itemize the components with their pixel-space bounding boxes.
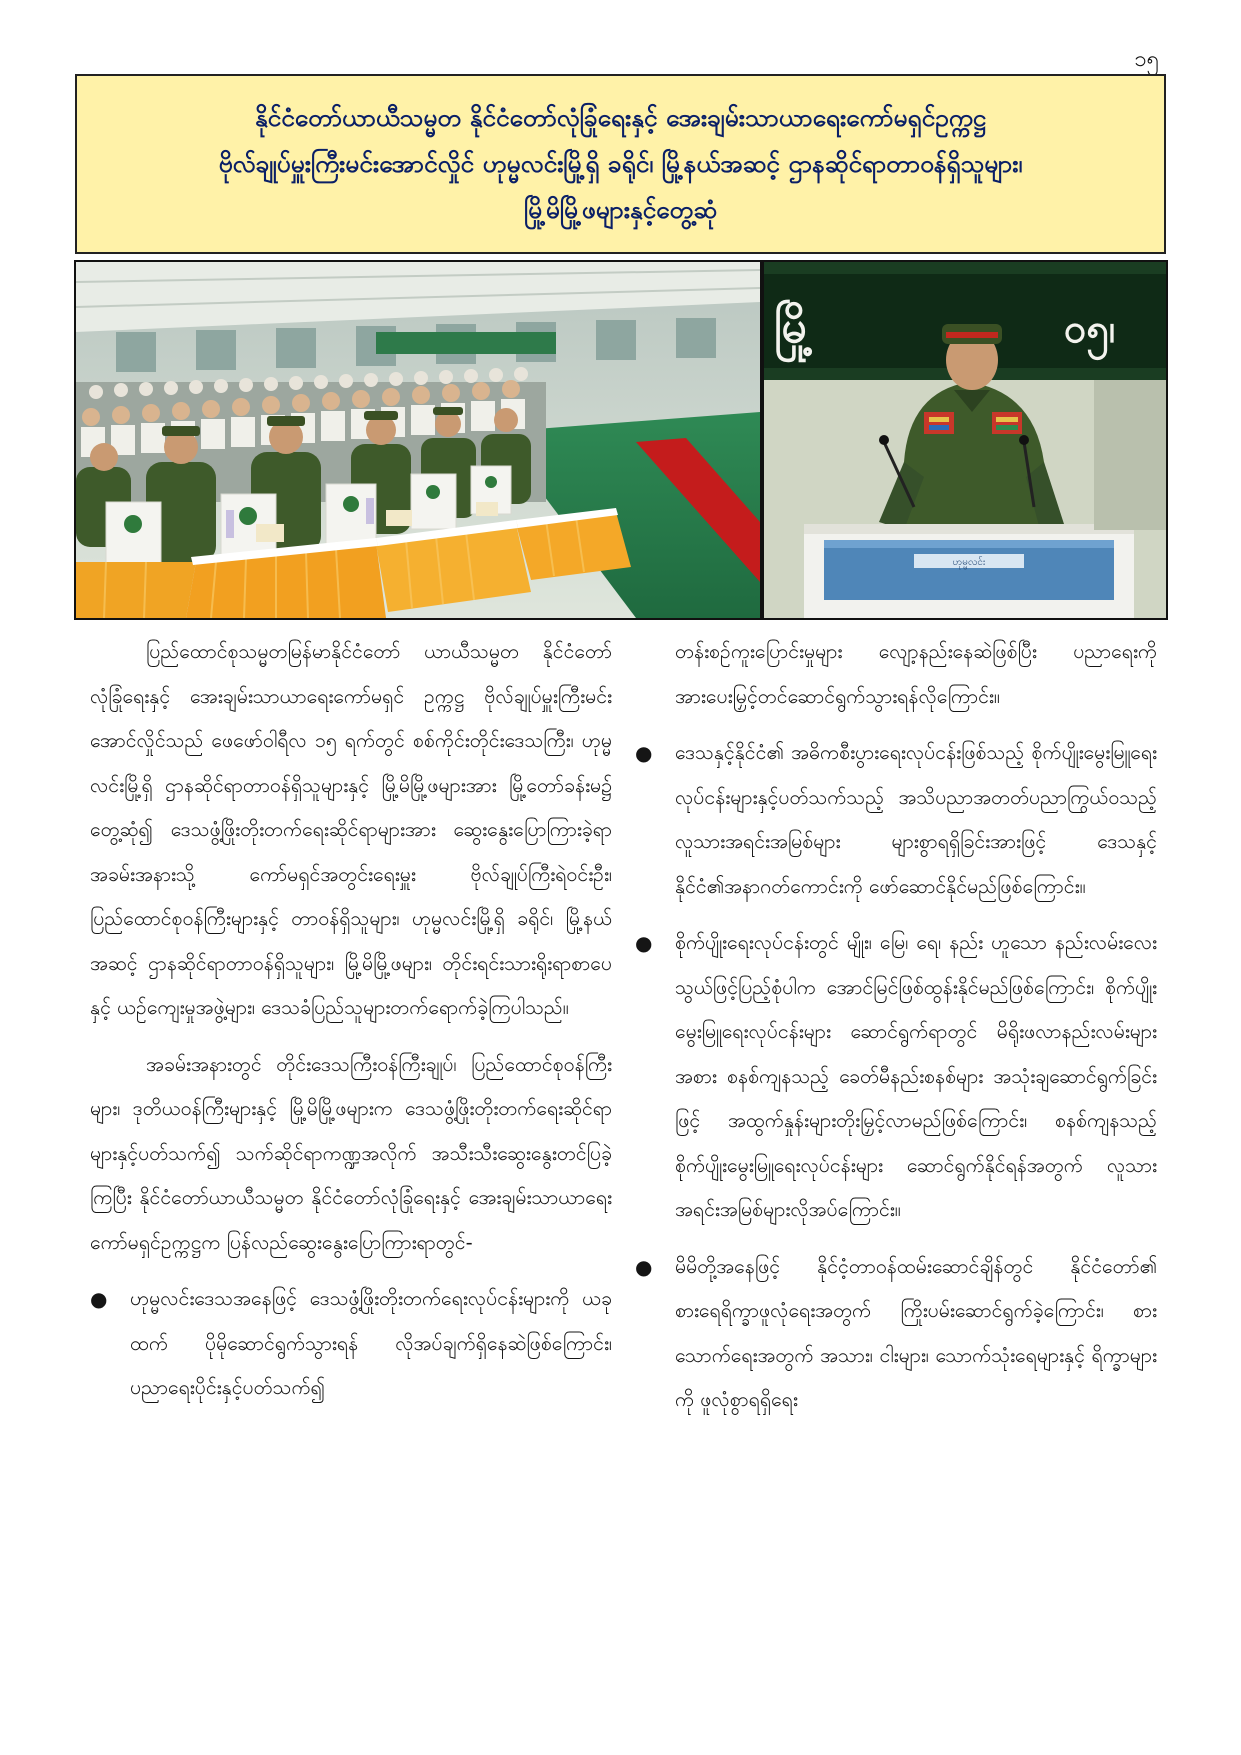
bullet-continuation: တန်းစဉ်ကူးပြောင်းမှုများ လျော့နည်းနေဆဲဖြစ်ပြီး ပညာရေးကို အားပေးမြှင့်တင်ဆောင်ရွက်သွားရန်လိုကြောင်း။ <box>675 640 1157 708</box>
speaker-banner-text-right: ၀၅၊ <box>1064 307 1116 351</box>
bullet-text: မိမိတို့အနေဖြင့် နိုင်ငံ့တာဝန်ထမ်းဆောင်ချိန်တွင် နိုင်ငံတော်၏ စားရေရိက္ခာဖူလုံရေးအတွက် ကြိုးပမ်းဆောင်ရွက်ခဲ့ကြောင်း၊ စားသောက်ရေးအတွက် အသား၊ ငါးများ၊ သောက်သုံးရေများနှင့် ရိက္ခာများကို ဖူလုံစွာရရှိရေး <box>675 1254 1157 1411</box>
bullet-text: ဟုမ္မလင်းဒေသအနေဖြင့် ဒေသဖွံ့ဖြိုးတိုးတက်ရေးလုပ်ငန်းများကို ယခုထက် ပိုမိုဆောင်ရွက်သွားရန် လိုအပ်ချက်ရှိနေဆဲဖြစ်ကြောင်း၊ ပညာရေးပိုင်းနှင့်ပတ်သက်၍ <box>130 1287 612 1399</box>
headline-line-1: နိုင်ငံတော်ယာယီသမ္မတ နိုင်ငံတော်လုံခြုံရေးနှင့် အေးချမ်းသာယာရေးကော်မရှင်ဥက္ကဋ္ဌ <box>254 103 987 132</box>
audience-photo <box>76 262 760 618</box>
bullet-item <box>635 731 1157 909</box>
audience-photo-illustration <box>76 262 760 618</box>
article-paragraph: အခမ်းအနားတွင် တိုင်းဒေသကြီးဝန်ကြီးချုပ်၊ ပြည်ထောင်စုဝန်ကြီးများ၊ ဒုတိယဝန်ကြီးများနှင့် မြို့မိမြို့ဖများက ဒေသဖွံ့ဖြိုးတိုးတက်ရေးဆိုင်ရာများနှင့်ပတ်သက်၍ သက်ဆိုင်ရာကဏ္ဍအလိုက် အသီးသီးဆွေးနွေးတင်ပြခဲ့ကြပြီး နိုင်ငံတော်ယာယီသမ္မတ နိုင်ငံတော်လုံခြုံရေးနှင့် အေးချမ်းသာယာရေးကော်မရှင်ဥက္ကဋ္ဌက ပြန်လည်ဆွေးနွေးပြောကြားရာတွင်- <box>90 1052 612 1254</box>
bullet-item <box>635 1245 1157 1423</box>
article-column-right <box>635 630 1157 1435</box>
article-column-left <box>90 630 612 1423</box>
photo-strip <box>74 260 1168 620</box>
article-paragraph: ပြည်ထောင်စုသမ္မတမြန်မာနိုင်ငံတော် ယာယီသမ္မတ နိုင်ငံတော်လုံခြုံရေးနှင့် အေးချမ်းသာယာရေးကော်မရှင် ဥက္ကဋ္ဌ ဗိုလ်ချုပ်မှူးကြီးမင်းအောင်လှိုင်သည် ဖေဖော်ဝါရီလ ၁၅ ရက်တွင် စစ်ကိုင်းတိုင်းဒေသကြီး၊ ဟုမ္မလင်းမြို့ရှိ ဌာနဆိုင်ရာတာဝန်ရှိသူများနှင့် မြို့မိမြို့ဖများအား မြို့တော်ခန်းမ၌ တွေ့ဆုံ၍ ဒေသဖွံ့ဖြိုးတိုးတက်ရေးဆိုင်ရာများအား ဆွေးနွေးပြောကြားခဲ့ရာ အခမ်းအနားသို့ ကော်မရှင်အတွင်းရေးမှူး ဗိုလ်ချုပ်ကြီးရဲဝင်းဦး၊ ပြည်ထောင်စုဝန်ကြီးများနှင့် တာဝန်ရှိသူများ၊ ဟုမ္မလင်းမြို့ရှိ ခရိုင်၊ မြို့နယ်အဆင့် ဌာနဆိုင်ရာတာဝန်ရှိသူများ၊ မြို့မိမြို့ဖများ၊ တိုင်းရင်းသားရိုးရာစာပေနှင့် ယဉ်ကျေးမှုအဖွဲ့များ၊ ဒေသခံပြည်သူများတက်ရောက်ခဲ့ကြပါသည်။ <box>90 640 612 1019</box>
headline-line-2: ဗိုလ်ချုပ်မှူးကြီးမင်းအောင်လှိုင် ဟုမ္မလင်းမြို့ရှိ ခရိုင်၊ မြို့နယ်အဆင့် ဌာနဆိုင်ရာတာဝန်ရှိသူများ၊ <box>218 149 1023 178</box>
bullet-icon: ● <box>90 1287 108 1311</box>
headline-line-3: မြို့မိမြို့ဖများနှင့်တွေ့ဆုံ <box>523 195 718 224</box>
speaker-photo <box>764 262 1166 618</box>
bullet-text: ဒေသနှင့်နိုင်ငံ၏ အဓိကစီးပွားရေးလုပ်ငန်းဖြစ်သည့် စိုက်ပျိုးမွေးမြူရေးလုပ်ငန်းများနှင့်ပတ်သက်သည့် အသိပညာအတတ်ပညာကြွယ်ဝသည့် လူသားအရင်းအမြစ်များ များစွာရရှိခြင်းအားဖြင့် ဒေသနှင့် နိုင်ငံ၏အနာဂတ်ကောင်းကို ဖော်ဆောင်နိုင်မည်ဖြစ်ကြောင်း။ <box>675 741 1157 898</box>
desk-sign: ဟုမ္မလင်း <box>952 557 986 568</box>
bullet-icon: ● <box>635 741 653 765</box>
bullet-text: စိုက်ပျိုးရေးလုပ်ငန်းတွင် မျိုး၊ မြေ၊ ရေ၊ နည်း ဟူသော နည်းလမ်းလေးသွယ်ဖြင့်ပြည့်စုံပါက အောင်မြင်ဖြစ်ထွန်းနိုင်မည်ဖြစ်ကြောင်း၊ စိုက်ပျိုးမွေးမြူရေးလုပ်ငန်းများ ဆောင်ရွက်ရာတွင် မိရိုးဖလာနည်းလမ်းများအစား စနစ်ကျနသည့် ခေတ်မီနည်းစနစ်များ အသုံးချဆောင်ရွက်ခြင်းဖြင့် အထွက်နှုန်းများတိုးမြှင့်လာမည်ဖြစ်ကြောင်း၊ စနစ်ကျနသည့် စိုက်ပျိုးမွေးမြူရေးလုပ်ငန်းများ ဆောင်ရွက်နိုင်ရန်အတွက် လူသားအရင်းအမြစ်များလိုအပ်ကြောင်း။ <box>675 931 1157 1221</box>
bullet-icon: ● <box>635 931 653 955</box>
bullet-item <box>635 921 1157 1233</box>
speaker-photo-illustration <box>764 262 1166 618</box>
page-number: ၁၅ <box>1134 47 1159 72</box>
speaker-banner-text-left: မြို့ <box>774 303 814 352</box>
bullet-icon: ● <box>635 1254 653 1279</box>
headline-box <box>75 74 1166 254</box>
bullet-item <box>90 1277 612 1411</box>
